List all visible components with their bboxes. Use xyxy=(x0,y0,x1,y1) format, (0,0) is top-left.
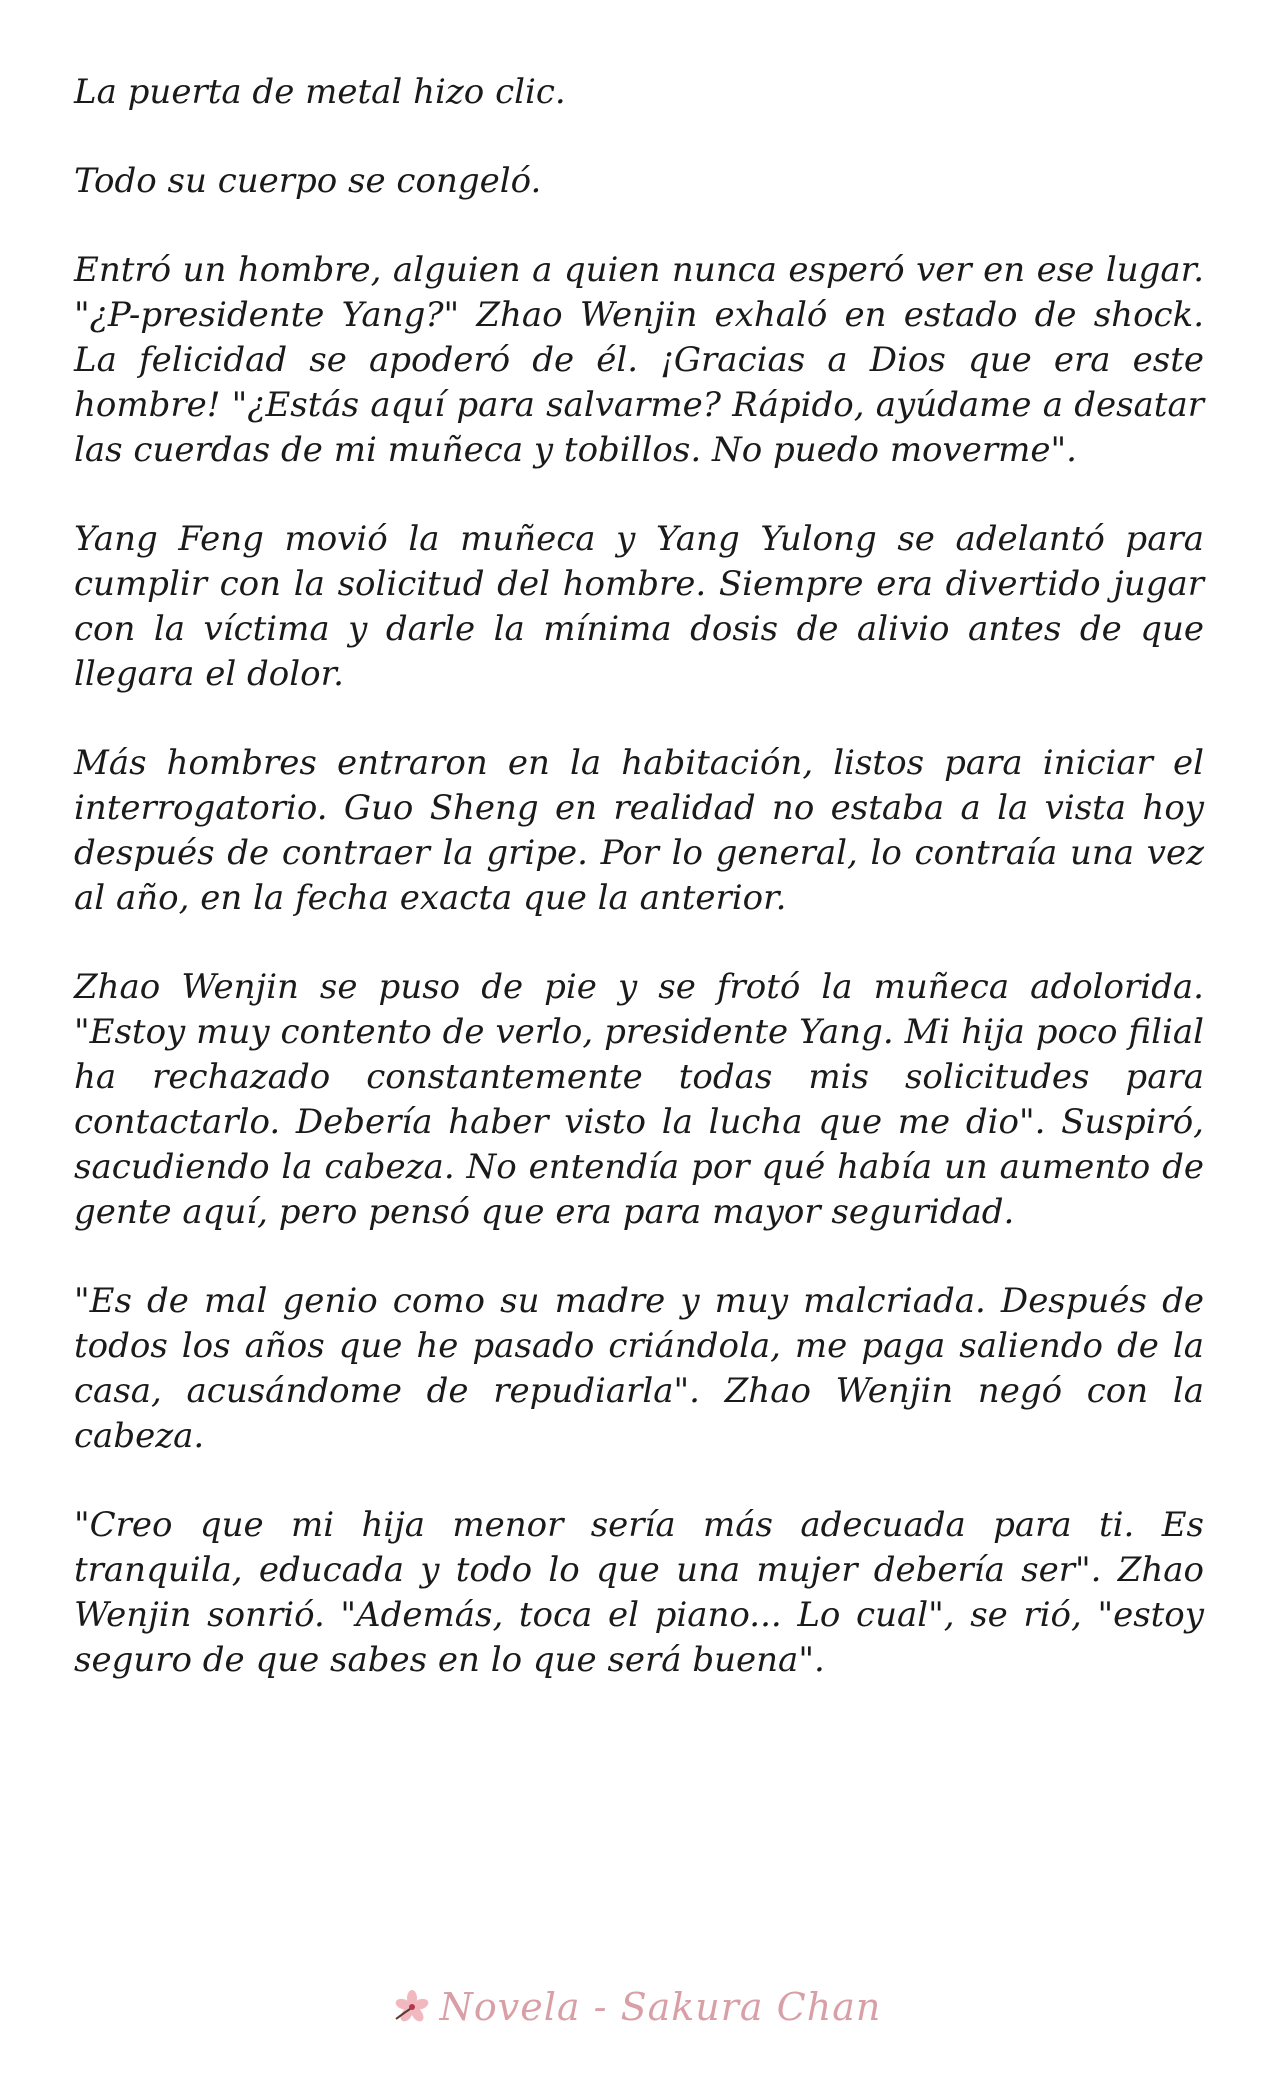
sakura-flower-icon xyxy=(394,1989,430,2025)
paragraph-5: Más hombres entraron en la habitación, listos para iniciar el interrogatorio. Guo Sheng en realidad no estaba a la vista hoy después de contraer la gripe. Por lo general, lo contraía una vez al año, en la fecha exacta que la anterior. xyxy=(74,743,1204,918)
story-text xyxy=(74,70,1204,1727)
paragraph-3: Entró un hombre, alguien a quien nunca esperó ver en ese lugar. "¿P-presidente Yang?" Zhao Wenjin exhaló en estado de shock. La felicidad se apoderó de él. ¡Gracias a Dios que era este hombre! "¿Estás aquí para salvarme? Rápido, ayúdame a desatar las cuerdas de mi muñeca y tobillos. No puedo moverme". xyxy=(74,250,1204,470)
paragraph-8: "Creo que mi hija menor sería más adecuada para ti. Es tranquila, educada y todo lo que una mujer debería ser". Zhao Wenjin sonrió. "Además, toca el piano... Lo cual", se rió, "estoy seguro de que sabes en lo que será buena". xyxy=(74,1505,1204,1680)
paragraph-4: Yang Feng movió la muñeca y Yang Yulong se adelantó para cumplir con la solicitud del hombre. Siempre era divertido jugar con la víctima y darle la mínima dosis de alivio antes de que llegara el dolor. xyxy=(74,519,1204,694)
paragraph-2: Todo su cuerpo se congeló. xyxy=(74,161,542,201)
paragraph-6: Zhao Wenjin se puso de pie y se frotó la muñeca adolorida. "Estoy muy contento de verlo, presidente Yang. Mi hija poco filial ha rechazado constantemente todas mis solicitudes para contactarlo. Debería haber visto la lucha que me dio". Suspiró, sacudiendo la cabeza. No entendía por qué había un aumento de gente aquí, pero pensó que era para mayor seguridad. xyxy=(74,967,1204,1232)
watermark xyxy=(0,1982,1275,2032)
watermark-text: Novela - Sakura Chan xyxy=(439,1985,882,2029)
paragraph-7: "Es de mal genio como su madre y muy malcriada. Después de todos los años que he pasado criándola, me paga saliendo de la casa, acusándome de repudiarla". Zhao Wenjin negó con la cabeza. xyxy=(74,1281,1204,1456)
paragraph-1: La puerta de metal hizo clic. xyxy=(74,72,566,112)
